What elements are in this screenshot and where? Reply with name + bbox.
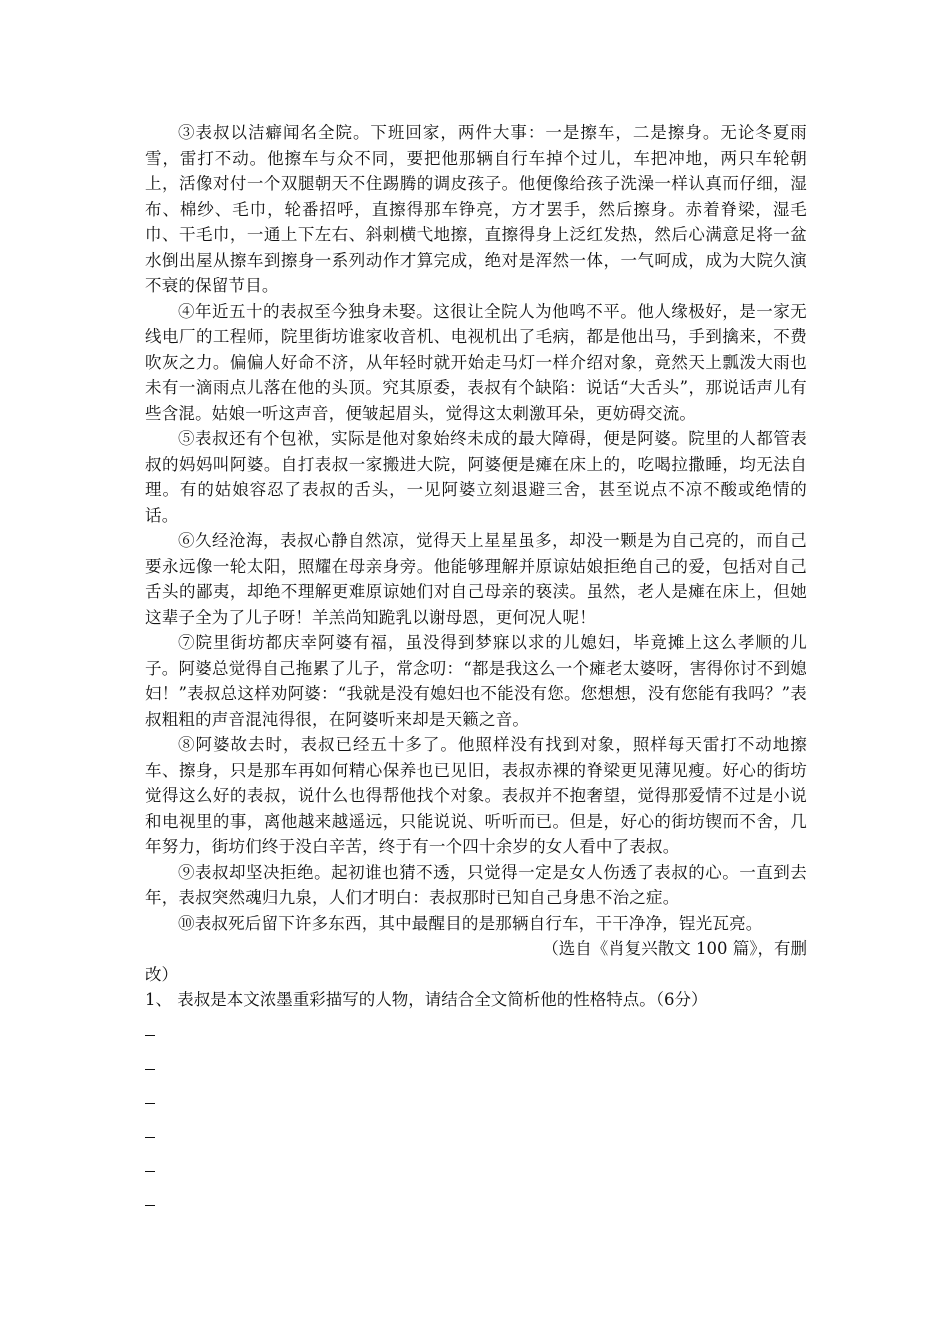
paragraph-8: ⑧阿婆故去时，表叔已经五十多了。他照样没有找到对象，照样每天雷打不动地擦车、擦身，只是那车再如何精心保养也已见旧，表叔赤裸的脊梁更见薄见瘦。好心的街坊觉得这么好的表叔，说什么也得帮他找个对象。表叔并不抱奢望，觉得那爱情不过是小说和电视里的事，离他越来越遥远，只能说说、听听而已。但是，好心的街坊锲而不舍，几年努力，街坊们终于没白辛苦，终于有一个四十余岁的女人看中了表叔。 bbox=[145, 735, 807, 856]
paragraph-7: ⑦院里街坊都庆幸阿婆有福，虽没得到梦寐以求的儿媳妇，毕竟摊上这么孝顺的儿子。阿婆总觉得自己拖累了儿子，常念叨：“都是我这么一个瘫老太婆呀，害得你讨不到媳妇！”表叔总这样劝阿婆：“我就是没有媳妇也不能没有您。您想想，没有您能有我吗？”表叔粗粗的声音混沌得很，在阿婆听来却是天籁之音。 bbox=[145, 633, 807, 729]
paragraph-10: ⑩表叔死后留下许多东西，其中最醒目的是那辆自行车，干干净净，锃光瓦亮。 bbox=[178, 913, 763, 933]
answer-line[interactable] bbox=[145, 1021, 807, 1055]
question-1: 1、 表叔是本文浓墨重彩描写的人物，请结合全文简析他的性格特点。（6分） bbox=[145, 990, 708, 1009]
source-citation-tail: 改） bbox=[145, 964, 178, 984]
source-citation: （选自《肖复兴散文 100 篇》，有删 bbox=[542, 939, 807, 958]
paragraph-4: ④年近五十的表叔至今独身未娶。这很让全院人为他鸣不平。他人缘极好，是一家无线电厂的工程师，院里街坊谁家收音机、电视机出了毛病，都是他出马，手到擒来，不费吹灰之力。偏偏人好命不济，从年轻时就开始走马灯一样介绍对象，竟然天上瓢泼大雨也未有一滴雨点儿落在他的头顶。究其原委，表叔有个缺陷：说话“大舌头”，那说话声儿有些含混。姑娘一听这声音，便皱起眉头，觉得这太刺激耳朵，更妨碍交流。 bbox=[145, 301, 807, 423]
answer-line[interactable] bbox=[145, 1089, 807, 1123]
paragraph-6: ⑥久经沧海，表叔心静自然凉，觉得天上星星虽多，却没一颗是为自己亮的，而自己要永远像一轮太阳，照耀在母亲身旁。他能够理解并原谅姑娘拒绝自己的爱，包括对自己舌头的鄙夷，却绝不理解更难原谅她们对自己母亲的亵渎。虽然，老人是瘫在床上，但她这辈子全为了儿子呀！羊羔尚知跪乳以谢母恩，更何况人呢！ bbox=[145, 531, 807, 627]
answer-line[interactable] bbox=[145, 1055, 807, 1089]
document-page bbox=[145, 120, 807, 1225]
paragraph-3: ③表叔以洁癖闻名全院。下班回家，两件大事：一是擦车，二是擦身。无论冬夏雨雪，雷打不动。他擦车与众不同，要把他那辆自行车掉个过儿，车把冲地，两只车轮朝上，活像对付一个双腿朝天不住踢腾的调皮孩子。他便像给孩子洗澡一样认真而仔细，湿布、棉纱、毛巾，轮番招呼，直擦得那车铮亮，方才罢手，然后擦身。赤着脊梁，湿毛巾、干毛巾，一通上下左右、斜刺横弋地擦，直擦得身上泛红发热，然后心满意足将一盆水倒出屋从擦车到擦身一系列动作才算完成，绝对是浑然一体，一气呵成，成为大院久演不衰的保留节目。 bbox=[145, 123, 807, 295]
paragraph-5: ⑤表叔还有个包袱，实际是他对象始终未成的最大障碍，便是阿婆。院里的人都管表叔的妈妈叫阿婆。自打表叔一家搬进大院，阿婆便是瘫在床上的，吃喝拉撒睡，均无法自理。有的姑娘容忍了表叔的舌头，一见阿婆立刻退避三舍，甚至说点不凉不酸或绝情的话。 bbox=[145, 429, 807, 525]
answer-area[interactable] bbox=[145, 1021, 807, 1225]
answer-line[interactable] bbox=[145, 1157, 807, 1191]
answer-line[interactable] bbox=[145, 1191, 807, 1225]
answer-line[interactable] bbox=[145, 1123, 807, 1157]
paragraph-9: ⑨表叔却坚决拒绝。起初谁也猜不透，只觉得一定是女人伤透了表叔的心。一直到去年，表叔突然魂归九泉，人们才明白：表叔那时已知自己身患不治之症。 bbox=[145, 862, 807, 907]
